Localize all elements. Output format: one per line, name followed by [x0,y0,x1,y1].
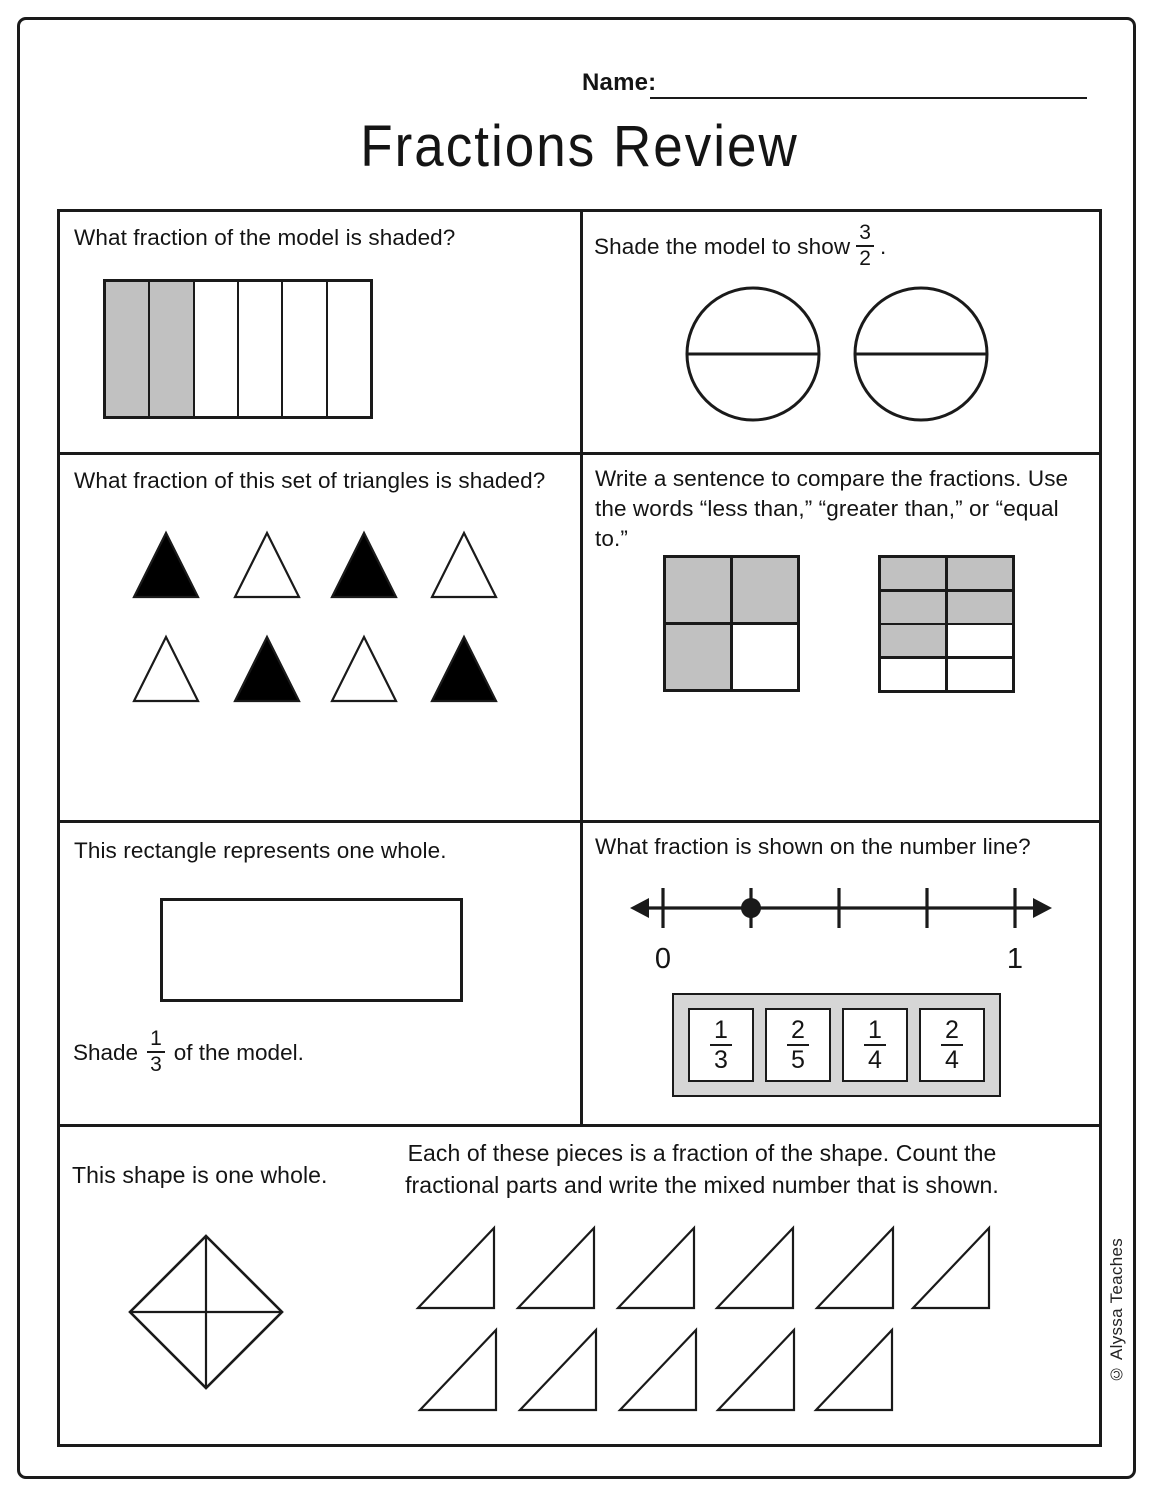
choice-fraction [787,1017,809,1074]
shaded-grid-cell [881,558,945,589]
number-line [583,872,1099,994]
empty-segment [328,282,370,416]
problem-3-question: What fraction of this set of triangles is shaded? [74,468,546,493]
model-svg [583,872,1099,994]
empty-grid-cell [733,625,797,689]
fraction-piece-triangle [418,1228,494,1308]
fraction-piece-triangle [913,1228,989,1308]
fraction-bar-model[interactable] [103,279,373,419]
problem-6-cell [583,823,1099,1127]
shaded-triangle [134,533,198,597]
fraction-three-halves [856,222,874,270]
name-label: Name: [582,69,657,96]
instruction-line-2: fractional parts and write the mixed number that is shown. [405,1172,999,1198]
shade-suffix: of the model. [173,1040,304,1065]
model-svg [60,455,580,820]
shaded-segment [150,282,194,416]
fraction-one-third [147,1028,165,1076]
problem-7-cell [60,1127,1099,1444]
empty-segment [283,282,327,416]
copyright-text: © Alyssa Teaches [1107,1238,1126,1384]
shaded-grid-cell [733,558,797,622]
fraction-numerator: 3 [856,222,874,247]
empty-triangle [332,637,396,701]
shaded-grid-cell [948,592,1012,623]
fraction-denominator: 3 [150,1053,162,1076]
problem-6-question: What fraction is shown on the number line? [595,834,1031,859]
shaded-triangle [332,533,396,597]
shaded-grid-cell [881,625,945,656]
fraction-piece-triangle [420,1330,496,1410]
fraction-piece-triangle [520,1330,596,1410]
problem-2-cell [583,212,1099,455]
left-arrow [630,898,649,918]
shaded-grid-cell [881,592,945,623]
whole-diamond-model [128,1234,284,1390]
fraction-piece-triangle [518,1228,594,1308]
fraction-piece-triangle [816,1330,892,1410]
fraction-piece-triangle [620,1330,696,1410]
problem-5-shade-line [73,1023,304,1083]
problem-5-statement: This rectangle represents one whole. [74,838,447,863]
empty-triangle [235,533,299,597]
name-blank-line[interactable] [650,97,1087,99]
shaded-grid-cell [948,558,1012,589]
circle-halves-model[interactable] [680,284,992,426]
model-svg [128,1234,284,1390]
triangle-set-model [60,455,580,820]
fraction-piece-triangle [718,1330,794,1410]
fraction-numerator: 1 [710,1017,732,1046]
shaded-triangle [432,637,496,701]
fraction-numerator: 1 [864,1017,886,1046]
choice-one-fourth[interactable] [842,1008,908,1082]
problem-3-cell [60,455,583,823]
instruction-line-1: Each of these pieces is a fraction of the shape. Count the [407,1140,997,1166]
problem-1-question: What fraction of the model is shaded? [74,225,456,250]
empty-grid-cell [948,659,1012,690]
worksheet-title: Fractions Review [360,114,799,179]
problem-4-question: Write a sentence to compare the fractions. Use the words “less than,” “greater than,” or “equal to.” [595,466,1069,551]
answer-choice-tray [672,993,1001,1097]
shaded-grid-cell [666,625,730,689]
choice-fraction [864,1017,886,1074]
empty-segment [239,282,283,416]
fraction-denominator: 4 [945,1046,959,1074]
fraction-numerator: 2 [941,1017,963,1046]
fraction-grid-left [663,555,800,692]
fraction-piece-triangle [717,1228,793,1308]
empty-grid-cell [948,625,1012,656]
choice-one-third[interactable] [688,1008,754,1082]
fraction-denominator: 2 [859,247,871,270]
fraction-denominator: 4 [868,1046,882,1074]
fraction-numerator: 1 [147,1028,165,1053]
shaded-grid-cell [666,558,730,622]
right-arrow [1033,898,1052,918]
shaded-segment [106,282,150,416]
problem-2-question-prefix: Shade the model to show [594,234,851,259]
start-tick-label: 0 [654,943,672,975]
problem-1-cell [60,212,583,455]
problem-7-statement: This shape is one whole. [72,1162,328,1188]
choice-fraction [710,1017,732,1074]
whole-rectangle-model[interactable] [160,898,463,1002]
fraction-grid-right [878,555,1015,693]
fraction-piece-triangle [618,1228,694,1308]
choice-fraction [941,1017,963,1074]
shade-prefix: Shade [73,1040,139,1065]
model-svg [680,284,992,426]
problems-table [57,209,1102,1447]
fraction-denominator: 3 [714,1046,728,1074]
problem-4-cell [583,455,1099,823]
plotted-point [741,898,761,918]
empty-triangle [432,533,496,597]
fraction-numerator: 2 [787,1017,809,1046]
choice-two-fourths[interactable] [919,1008,985,1082]
empty-grid-cell [881,659,945,690]
problem-2-question-suffix: . [880,234,887,259]
shaded-triangle [235,637,299,701]
problem-5-cell [60,823,583,1127]
fraction-piece-triangle [817,1228,893,1308]
empty-segment [195,282,239,416]
problem-7-instruction [352,1137,1052,1201]
choice-two-fifths[interactable] [765,1008,831,1082]
problem-2-question [594,218,886,276]
empty-triangle [134,637,198,701]
fraction-denominator: 5 [791,1046,805,1074]
end-tick-label: 1 [1006,943,1024,975]
